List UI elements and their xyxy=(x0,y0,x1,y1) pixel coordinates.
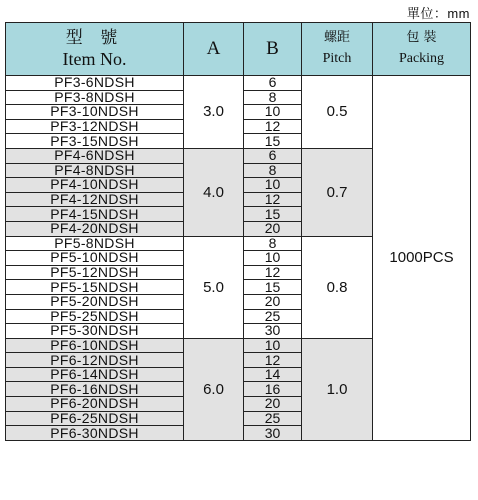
dimension-b: 10 xyxy=(244,251,302,266)
item-no: PF4-10NDSH xyxy=(6,178,184,193)
item-no: PF6-25NDSH xyxy=(6,411,184,426)
dimension-b: 15 xyxy=(244,134,302,149)
dimension-b: 25 xyxy=(244,309,302,324)
item-no: PF6-30NDSH xyxy=(6,426,184,441)
header-packing-en: Packing xyxy=(398,51,445,66)
dimension-b: 8 xyxy=(244,236,302,251)
item-no: PF5-25NDSH xyxy=(6,309,184,324)
dimension-b: 14 xyxy=(244,367,302,382)
dimension-b: 25 xyxy=(244,411,302,426)
pitch-value: 0.7 xyxy=(302,148,373,236)
header-item-en: Item No. xyxy=(62,49,127,69)
item-no: PF6-16NDSH xyxy=(6,382,184,397)
dimension-b: 16 xyxy=(244,382,302,397)
dimension-a: 6.0 xyxy=(184,338,244,440)
header-item-cn: 型 號 xyxy=(65,28,124,48)
dimension-b: 6 xyxy=(244,148,302,163)
item-no: PF3-15NDSH xyxy=(6,134,184,149)
dimension-b: 10 xyxy=(244,338,302,353)
header-pitch-cn: 螺距 xyxy=(323,30,350,45)
dimension-a: 5.0 xyxy=(184,236,244,338)
dimension-b: 12 xyxy=(244,265,302,280)
item-no: PF6-20NDSH xyxy=(6,397,184,412)
dimension-b: 12 xyxy=(244,192,302,207)
dimension-b: 10 xyxy=(244,105,302,120)
dimension-b: 8 xyxy=(244,90,302,105)
header-b-label: B xyxy=(266,38,279,59)
item-no: PF6-10NDSH xyxy=(6,338,184,353)
dimension-b: 12 xyxy=(244,353,302,368)
dimension-b: 30 xyxy=(244,426,302,441)
pitch-value: 0.5 xyxy=(302,76,373,149)
header-pitch xyxy=(302,23,373,76)
item-no: PF5-20NDSH xyxy=(6,294,184,309)
dimension-a: 3.0 xyxy=(184,76,244,149)
spec-table xyxy=(5,22,471,441)
dimension-b: 30 xyxy=(244,324,302,339)
header-packing-cn: 包 裝 xyxy=(406,30,437,45)
item-no: PF4-8NDSH xyxy=(6,163,184,178)
dimension-b: 15 xyxy=(244,207,302,222)
pitch-value: 1.0 xyxy=(302,338,373,440)
dimension-a: 4.0 xyxy=(184,148,244,236)
item-no: PF3-8NDSH xyxy=(6,90,184,105)
item-no: PF5-8NDSH xyxy=(6,236,184,251)
dimension-b: 15 xyxy=(244,280,302,295)
dimension-b: 6 xyxy=(244,76,302,91)
dimension-b: 20 xyxy=(244,397,302,412)
dimension-b: 10 xyxy=(244,178,302,193)
header-a-label: A xyxy=(206,38,221,59)
item-no: PF4-15NDSH xyxy=(6,207,184,222)
item-no: PF4-6NDSH xyxy=(6,148,184,163)
dimension-b: 8 xyxy=(244,163,302,178)
unit-label: 單位：mm xyxy=(406,6,470,21)
header-a xyxy=(184,23,244,76)
item-no: PF6-12NDSH xyxy=(6,353,184,368)
item-no: PF5-10NDSH xyxy=(6,251,184,266)
item-no: PF3-10NDSH xyxy=(6,105,184,120)
item-no: PF6-14NDSH xyxy=(6,367,184,382)
item-no: PF5-12NDSH xyxy=(6,265,184,280)
pitch-value: 0.8 xyxy=(302,236,373,338)
header-packing xyxy=(373,23,471,76)
dimension-b: 12 xyxy=(244,119,302,134)
item-no: PF5-30NDSH xyxy=(6,324,184,339)
header-b xyxy=(244,23,302,76)
item-no: PF4-20NDSH xyxy=(6,221,184,236)
dimension-b: 20 xyxy=(244,294,302,309)
item-no: PF3-6NDSH xyxy=(6,76,184,91)
header-row xyxy=(6,23,471,76)
packing-value: 1000PCS xyxy=(373,76,471,441)
item-no: PF4-12NDSH xyxy=(6,192,184,207)
table-row xyxy=(6,76,471,91)
header-item xyxy=(6,23,184,76)
header-pitch-en: Pitch xyxy=(322,51,352,66)
item-no: PF5-15NDSH xyxy=(6,280,184,295)
dimension-b: 20 xyxy=(244,221,302,236)
item-no: PF3-12NDSH xyxy=(6,119,184,134)
